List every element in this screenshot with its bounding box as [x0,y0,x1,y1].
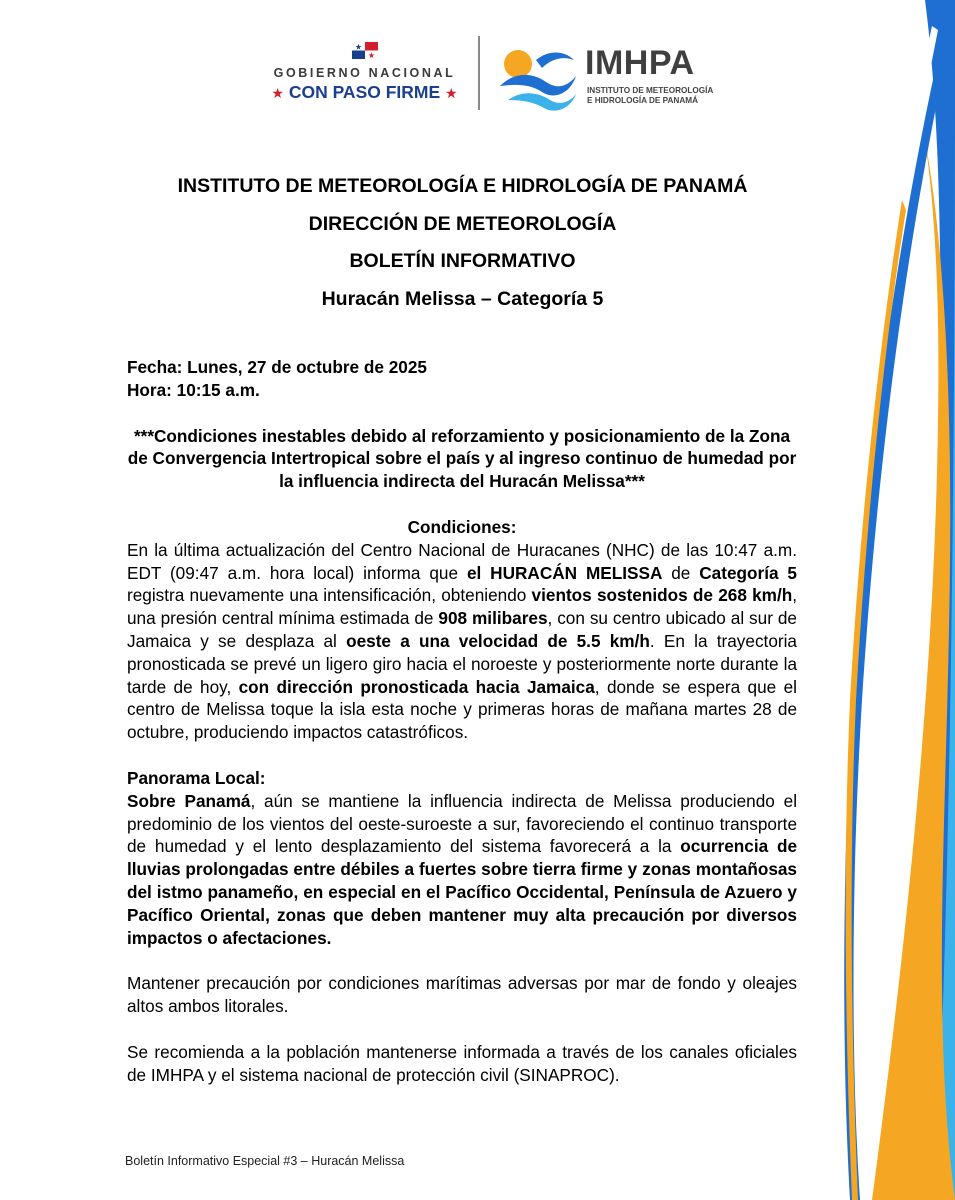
text-run: , aún se mantiene la influencia indirecta de Melissa produciendo el predominio de los vientos del oeste-suroeste a sur, favoreciendo el continuo transporte de humedad y el lento desplazamiento del sistema favorecerá a la [127,790,798,857]
text-run: , donde se espera que el centro de Melissa toque la isla esta noche y primeras horas de mañana martes 28 de octubre, produciendo impactos catastróficos. [127,676,797,743]
conditions-heading: Condiciones: [407,516,517,537]
bold-run: Categoría 5 [699,562,797,583]
conditions-paragraph [127,539,797,744]
bold-run: 908 milibares [438,608,548,629]
text-run: de [662,562,700,583]
imhpa-logo-icon [496,42,578,112]
date-line: Fecha: Lunes, 27 de octubre de 2025 [127,357,427,377]
bulletin-titles [0,168,925,318]
bold-run: con dirección pronosticada hacia Jamaica [238,676,595,697]
gobierno-slogan: CON PASO FIRME [288,82,441,102]
time-line: Hora: 10:15 a.m. [127,379,260,400]
bold-run: oeste a una velocidad de 5.5 km/h [346,630,650,651]
text-run: En la última actualización del Centro Nacional de Huracanes (NHC) de las 10:47 a.m. EDT (09:47 a.m. hora local) informa que [127,539,797,583]
title-hurricane: Huracán Melissa – Categoría 5 [321,287,604,310]
title-bulletin: BOLETÍN INFORMATIVO [349,250,576,272]
text-run: . En la trayectoria pronosticada se prevé un ligero giro hacia el noroeste y posteriormente norte durante la tarde de hoy, [127,630,797,697]
maritime-paragraph: Mantener precaución por condiciones marítimas adversas por mar de fondo y oleajes altos ambos litorales. [127,973,797,1017]
imhpa-subtitle [587,86,713,106]
recommendation-paragraph: Se recomienda a la población mantenerse informada a través de los canales oficiales de IMHPA y el sistema nacional de protección civil (SINAPROC). [127,1041,797,1085]
star-icon: ★ [271,85,284,101]
text-run: registra nuevamente una intensificación, obteniendo [127,585,532,606]
headline: ***Condiciones inestables debido al reforzamiento y posicionamiento de la Zona de Convergencia Intertropical sobre el país y al ingreso continuo de humedad por la influencia indirecta del Huracán Melissa*** [127,425,797,492]
footer-text: Boletín Informativo Especial #3 – Huracán Melissa [125,1154,405,1168]
bold-run: ocurrencia de lluvias prolongadas entre débiles a fuertes sobre tierra firme y zonas montañosas del istmo panameño, en especial en el Pacífico Occidental, Península de Azuero y Pacífico Oriental, zonas que deben mantener muy alta precaución por diversos impactos o afectaciones. [127,836,798,948]
bulletin-body [127,356,797,1087]
bold-run: vientos sostenidos de 268 km/h [531,585,793,606]
imhpa-name: IMHPA [585,44,695,82]
text-run: , una presión central mínima estimada de [127,585,798,629]
title-direction: DIRECCIÓN DE METEOROLOGÍA [308,212,617,235]
star-icon: ★ [445,85,458,101]
panama-flag-icon [352,42,378,59]
text-run: , con su centro ubicado al sur de Jamaica y se desplaza al [127,608,797,651]
gobierno-line1: GOBIERNO NACIONAL [273,66,456,80]
imhpa-subtitle-line2: E HIDROLOGÍA DE PANAMÁ [587,96,698,105]
gobierno-line2 [262,82,467,103]
gobierno-logo [262,42,467,103]
bold-run: el HURACÁN MELISSA [466,562,663,583]
panorama-heading: Panorama Local: [127,767,266,788]
imhpa-subtitle-line1: INSTITUTO DE METEOROLOGÍA [587,86,714,95]
bold-run: Sobre Panamá [127,790,251,811]
title-institute: INSTITUTO DE METEOROLOGÍA E HIDROLOGÍA DE PANAMÁ [177,175,748,197]
logo-divider [478,36,480,110]
header [0,34,955,114]
panorama-paragraph [127,790,797,950]
